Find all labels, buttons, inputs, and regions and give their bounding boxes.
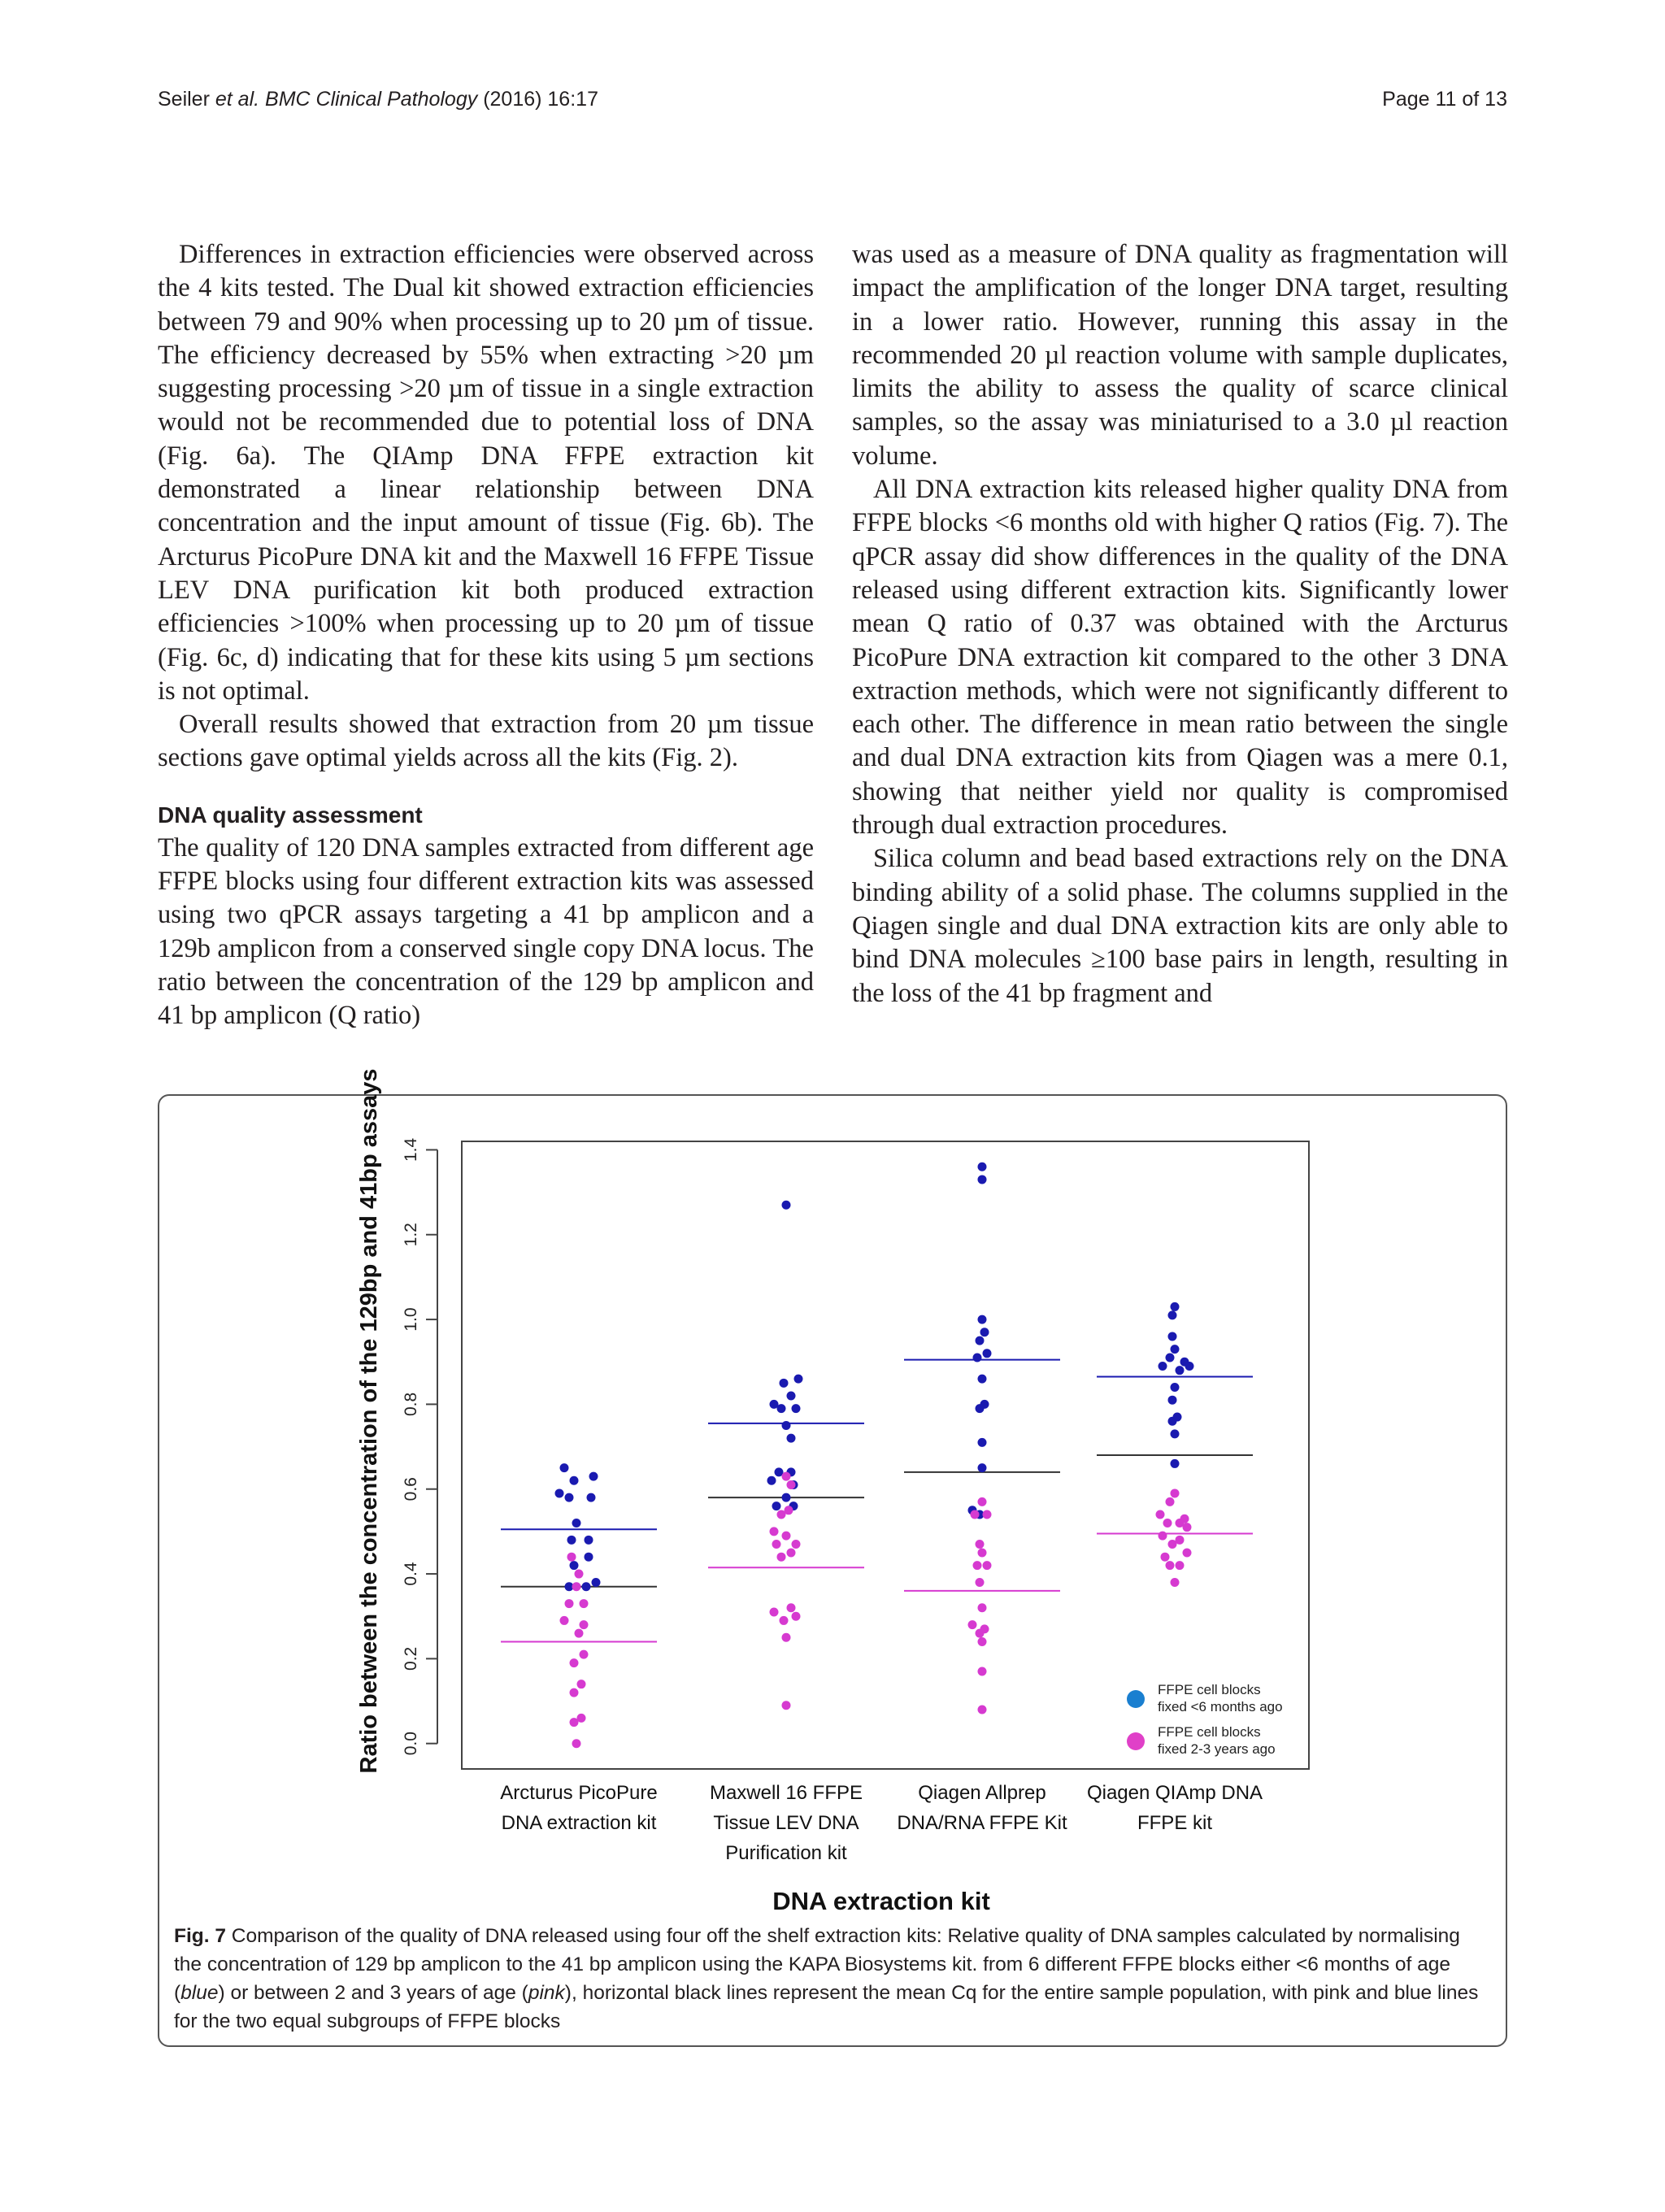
caption-text: ) or between 2 and 3 years of age ( <box>218 1982 528 2004</box>
caption-label: Fig. 7 <box>174 1925 226 1947</box>
caption-text: Comparison of the quality of DNA released using four off the shelf extraction kits: Relative quality of DNA samples calculated by normalising the concentration of 129 bp amplicon to the 41 bp amplicon using the KAPA Biosystems kit. from 6 different FFPE blocks either <6 months of age ( <box>174 1925 1460 2004</box>
x-axis-label: DNA extraction kit <box>772 1887 990 1915</box>
legend-label: FFPE cell blocks <box>1158 1682 1261 1697</box>
paragraph: was used as a measure of DNA quality as fragmentation will impact the amplification of the longer DNA target, resulting in a lower ratio. However, running this assay in the recommended 20 µl reaction volume with sample duplicates, limits the ability to assess the quality of scarce clinical samples, so the assay was miniaturised to a 3.0 µl reaction volume. <box>852 240 1508 471</box>
journal-citation <box>158 88 598 111</box>
legend-label: fixed <6 months ago <box>1158 1699 1283 1714</box>
x-tick-label: DNA extraction kit <box>501 1812 657 1834</box>
citation-journal: et al. BMC Clinical Pathology <box>215 88 478 111</box>
caption-pink-word: pink <box>528 1982 565 2004</box>
x-tick-label: FFPE kit <box>1137 1812 1213 1834</box>
caption-blue-word: blue <box>180 1982 219 2004</box>
right-column <box>852 238 1508 1010</box>
x-tick-label: Qiagen Allprep <box>918 1782 1046 1804</box>
page-header <box>158 88 1507 120</box>
figure-caption <box>174 1922 1491 2036</box>
legend-label: fixed 2-3 years ago <box>1158 1741 1276 1757</box>
paragraph: Differences in extraction efficiencies were observed across the 4 kits tested. The Dual kit showed extraction efficiencies between 79 and 90% when processing up to 20 µm of tissue. The efficiency decreased by 55% when extracting >20 µm suggesting processing >20 µm of tissue in a single extraction would not be recommended due to potential loss of DNA (Fig. 6a). The QIAmp DNA FFPE extraction kit demonstrated a linear relationship between DNA concentration and the input amount of tissue (Fig. 6b). The Arcturus PicoPure DNA kit and the Maxwell 16 FFPE Tissue LEV DNA purification kit both produced extraction efficiencies >100% when processing up to 20 µm of tissue (Fig. 6c, d) indicating that for these kits using 5 µm sections is not optimal. <box>158 240 814 706</box>
x-tick-label: Arcturus PicoPure <box>500 1782 658 1804</box>
legend-label: FFPE cell blocks <box>1158 1724 1261 1740</box>
citation-authors: Seiler <box>158 88 215 111</box>
paragraph: All DNA extraction kits released higher quality DNA from FFPE blocks <6 months old with higher Q ratios (Fig. 7). The qPCR assay did show differences in the quality of the DNA released using different extraction kits. Significantly lower mean Q ratio of 0.37 was obtained with the Arcturus PicoPure DNA extraction kit compared to the other 3 DNA extraction methods, which were not significantly different to each other. The difference in mean ratio between the single and dual DNA extraction kits from Qiagen was a mere 0.1, showing that neither yield nor quality is compromised through dual extraction procedures. <box>852 475 1508 841</box>
y-tick-label: 0.4 <box>402 1562 420 1586</box>
paragraph: Silica column and bead based extractions rely on the DNA binding ability of a solid phase. The columns supplied in the Qiagen single and dual DNA extraction kits are only able to bind DNA molecules ≥100 base pairs in length, resulting in the loss of the 41 bp fragment and <box>852 844 1508 1008</box>
y-tick-label: 0.2 <box>402 1646 420 1671</box>
paragraph: The quality of 120 DNA samples extracted from different age FFPE blocks using four different extraction kits was assessed using two qPCR assays targeting a 41 bp amplicon and a 129b amplicon from a conserved single copy DNA locus. The ratio between the concentration of the 129 bp amplicon and 41 bp amplicon (Q ratio) <box>158 832 814 1031</box>
x-tick-label: Purification kit <box>725 1842 847 1864</box>
citation-volume: (2016) 16:17 <box>477 88 598 111</box>
y-tick-label: 0.8 <box>402 1392 420 1417</box>
y-tick-label: 0.0 <box>402 1732 420 1756</box>
x-tick-label: DNA/RNA FFPE Kit <box>897 1812 1067 1834</box>
y-axis-label: Ratio between the concentration of the 129bp and 41bp assays <box>356 1068 382 1774</box>
left-column <box>158 238 814 1033</box>
y-tick-label: 1.2 <box>402 1223 420 1247</box>
section-heading: DNA quality assessment <box>158 802 423 828</box>
x-tick-label: Tissue LEV DNA <box>713 1812 859 1834</box>
y-tick-label: 1.0 <box>402 1307 420 1332</box>
page-number: Page 11 of 13 <box>1382 88 1507 111</box>
x-tick-label: Qiagen QIAmp DNA <box>1086 1782 1263 1804</box>
x-tick-label: Maxwell 16 FFPE <box>709 1782 863 1804</box>
caption-text: ), horizontal black lines represent the mean Cq for the entire sample population, with pink and blue lines for the two equal subgroups of FFPE blocks <box>174 1982 1479 2032</box>
figure-box <box>158 1094 1507 2047</box>
y-tick-label: 1.4 <box>402 1137 420 1162</box>
y-tick-label: 0.6 <box>402 1477 420 1501</box>
paragraph: Overall results showed that extraction from 20 µm tissue sections gave optimal yields across all the kits (Fig. 2). <box>158 710 814 773</box>
